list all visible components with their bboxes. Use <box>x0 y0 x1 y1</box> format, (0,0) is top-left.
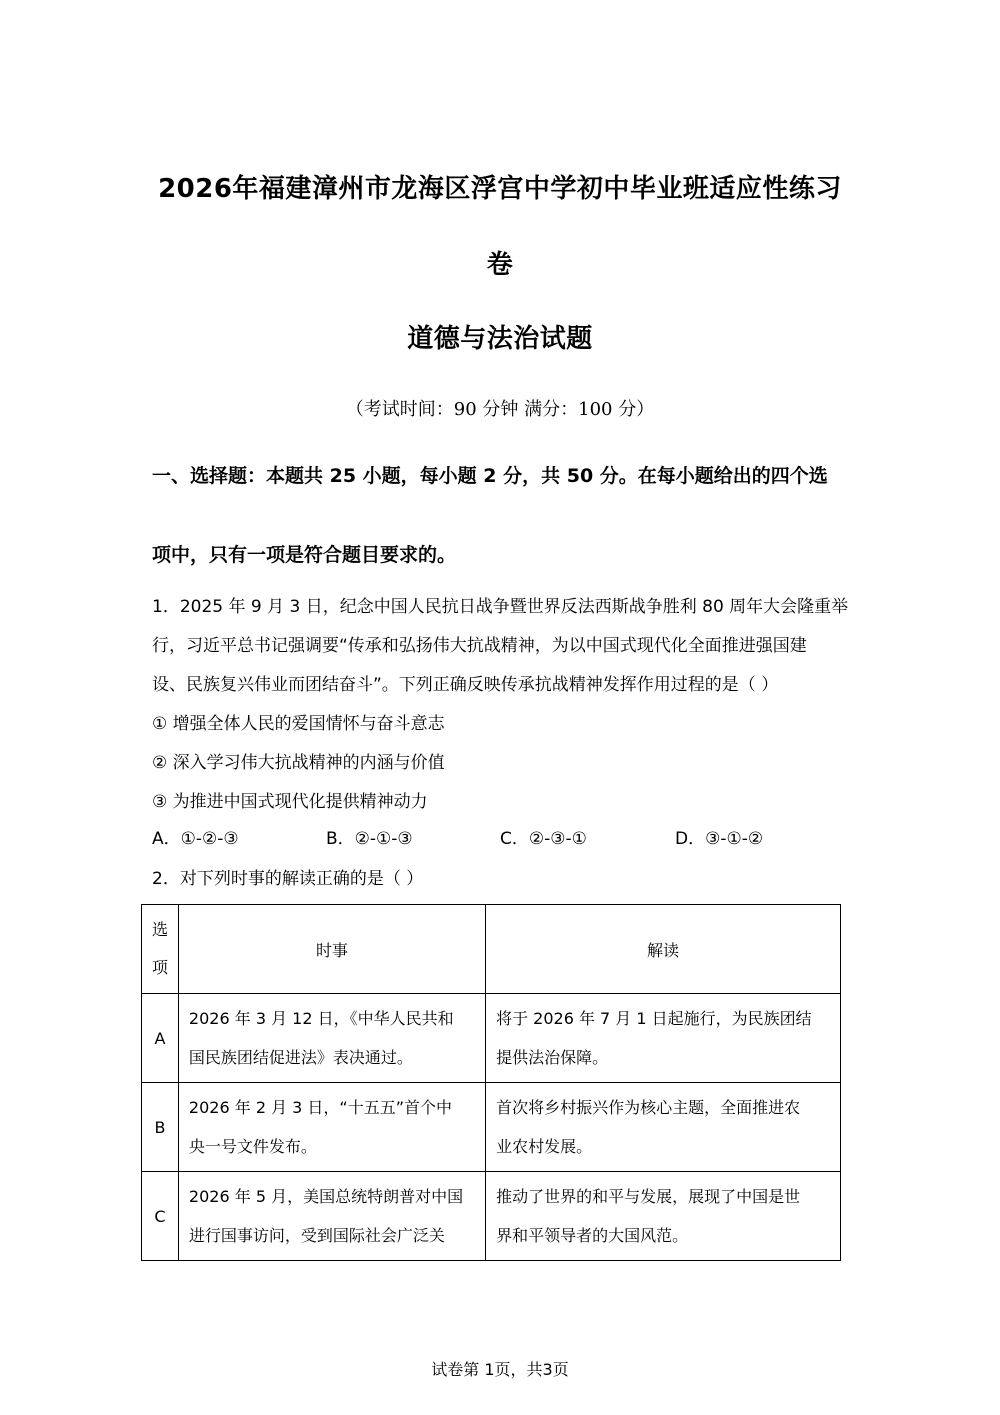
option-a: A．①-②-③ <box>152 829 239 849</box>
row-event-line2: 进行国事访问，受到国际社会广泛关 <box>188 1226 445 1245</box>
question-2-stem: 2．对下列时事的解读正确的是（ ） <box>152 869 424 889</box>
question-1-options <box>152 824 842 854</box>
option-d: D．③-①-② <box>675 829 764 849</box>
table-header-row <box>142 905 841 994</box>
row-interp-line2: 提供法治保障。 <box>496 1048 609 1067</box>
header-interpretation-cell: 解读 <box>486 905 841 994</box>
row-interpretation-cell <box>486 1083 841 1172</box>
option-b: B．②-①-③ <box>326 829 413 849</box>
exam-title-line2: 卷 <box>486 250 514 280</box>
row-option-label: A <box>142 994 179 1083</box>
row-interp-line2: 业农村发展。 <box>496 1137 593 1156</box>
question-1-item-3: ③ 为推进中国式现代化提供精神动力 <box>152 792 428 812</box>
question-1-stem-line3: 设、民族复兴伟业而团结奋斗”。下列正确反映传承抗战精神发挥作用过程的是（ ） <box>152 675 779 695</box>
table-row <box>142 1083 841 1172</box>
header-option-line1: 选 <box>151 920 168 939</box>
table-row <box>142 1172 841 1261</box>
row-option-label: C <box>142 1172 179 1261</box>
page-footer: 试卷第 1页，共3页 <box>431 1360 569 1379</box>
question-2-table <box>141 904 841 1261</box>
row-interp-line1: 推动了世界的和平与发展，展现了中国是世 <box>496 1187 801 1206</box>
question-1-item-2: ② 深入学习伟大抗战精神的内涵与价值 <box>152 753 445 773</box>
subject-title: 道德与法治试题 <box>407 324 593 354</box>
row-interpretation-cell <box>486 1172 841 1261</box>
row-event-line1: 2026 年 5 月，美国总统特朗普对中国 <box>188 1187 464 1206</box>
question-1-stem-line2: 行，习近平总书记强调要“传承和弘扬伟大抗战精神，为以中国式现代化全面推进强国建 <box>152 636 807 656</box>
header-option-line2: 项 <box>151 958 168 977</box>
row-event-cell <box>178 994 485 1083</box>
row-interpretation-cell <box>486 994 841 1083</box>
header-event-cell: 时事 <box>178 905 485 994</box>
section-heading-line1: 一、选择题：本题共 25 小题，每小题 2 分，共 50 分。在每小题给出的四个选 <box>152 465 828 487</box>
question-1-item-1: ① 增强全体人民的爱国情怀与奋斗意志 <box>152 714 445 734</box>
exam-info: （考试时间：90 分钟 满分：100 分） <box>345 399 655 420</box>
row-event-cell <box>178 1172 485 1261</box>
section-heading-line2: 项中，只有一项是符合题目要求的。 <box>152 544 457 566</box>
row-option-label: B <box>142 1083 179 1172</box>
row-event-line2: 央一号文件发布。 <box>188 1137 317 1156</box>
question-1 <box>152 588 849 822</box>
row-interp-line1: 将于 2026 年 7 月 1 日起施行，为民族团结 <box>496 1009 812 1028</box>
table-row <box>142 994 841 1083</box>
row-interp-line1: 首次将乡村振兴作为核心主题，全面推进农 <box>496 1098 801 1117</box>
question-1-stem-line1: 1．2025 年 9 月 3 日，纪念中国人民抗日战争暨世界反法西斯战争胜利 80 周年大会隆重举 <box>152 597 849 617</box>
exam-title-line1: 2026年福建漳州市龙海区浮宫中学初中毕业班适应性练习 <box>158 174 842 204</box>
row-event-line1: 2026 年 2 月 3 日，“十五五”首个中 <box>188 1098 453 1117</box>
row-interp-line2: 界和平领导者的大国风范。 <box>496 1226 689 1245</box>
row-event-cell <box>178 1083 485 1172</box>
row-event-line2: 国民族团结促进法》表决通过。 <box>188 1048 413 1067</box>
header-option-cell <box>142 905 179 994</box>
option-c: C．②-③-① <box>500 829 587 849</box>
row-event-line1: 2026 年 3 月 12 日，《中华人民共和 <box>188 1009 454 1028</box>
